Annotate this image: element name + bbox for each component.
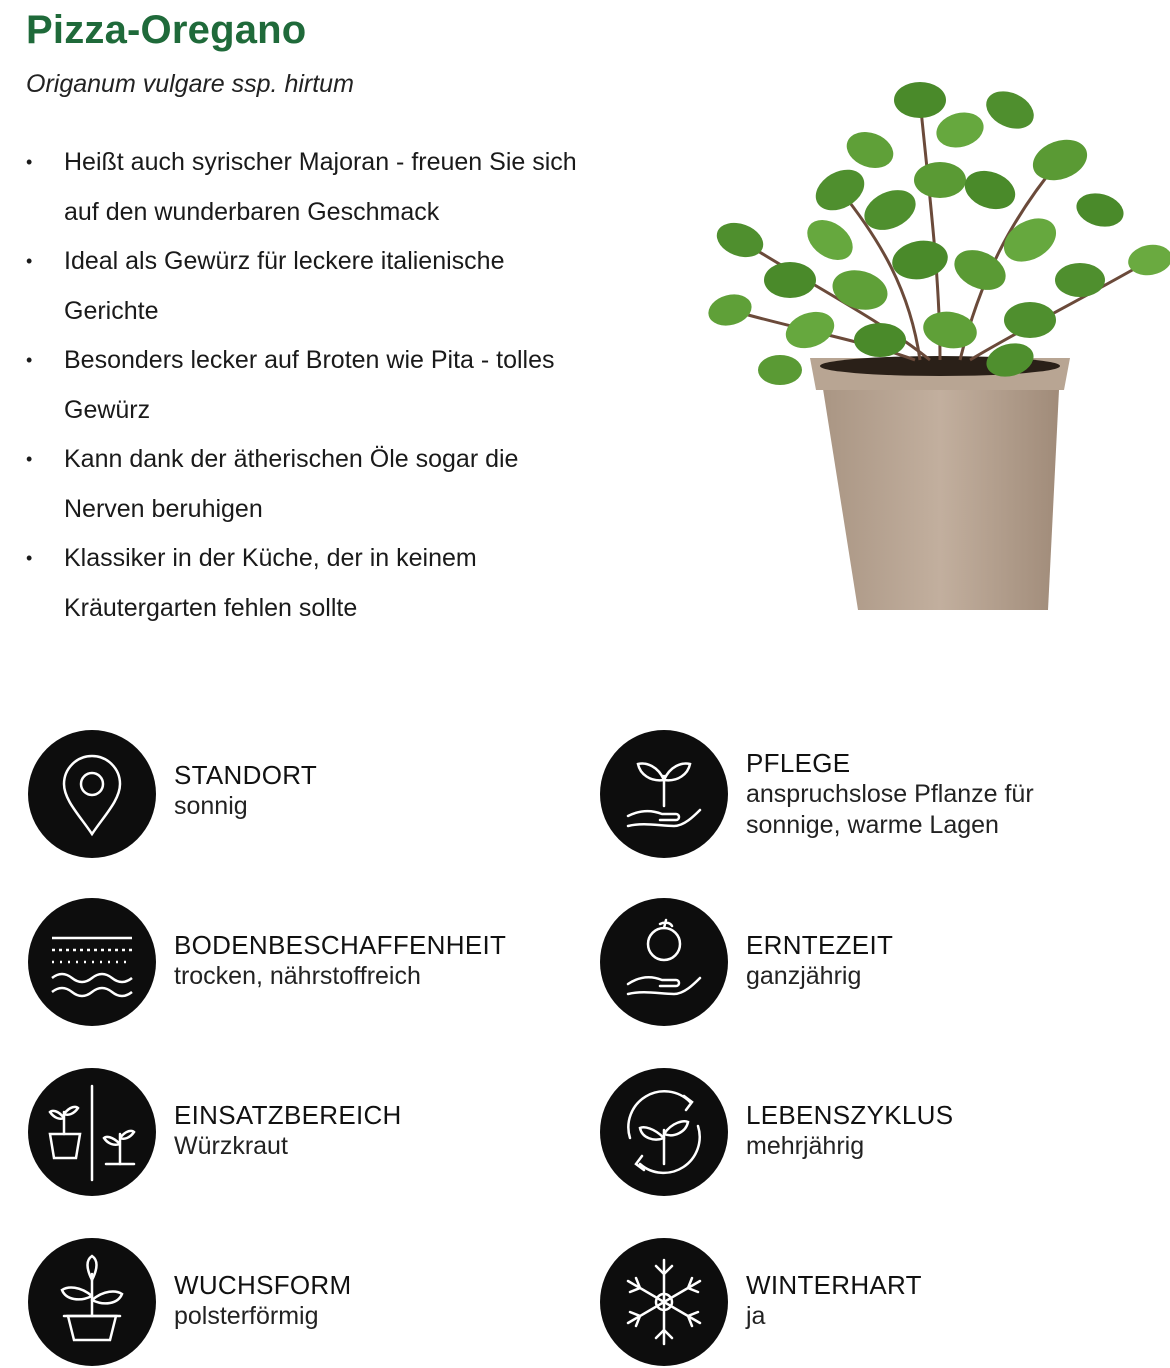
snowflake-icon bbox=[600, 1238, 728, 1366]
oregano-plant-image bbox=[680, 40, 1170, 630]
feature-value: Würzkraut bbox=[174, 1132, 288, 1160]
feature-label: ERNTEZEIT bbox=[746, 930, 894, 960]
feature-value: polsterförmig bbox=[174, 1302, 319, 1330]
feature-bullet-list bbox=[26, 138, 586, 633]
feature-value: ganzjährig bbox=[746, 962, 862, 990]
feature-label: LEBENSZYKLUS bbox=[746, 1100, 954, 1130]
feature-bodenbeschaffenheit bbox=[28, 898, 568, 1028]
list-item: • Besonders lecker auf Broten wie Pita - tolles Gewürz bbox=[26, 336, 586, 435]
feature-label: EINSATZBEREICH bbox=[174, 1100, 402, 1130]
feature-lebenszyklus bbox=[600, 1068, 1140, 1198]
feature-label: BODENBESCHAFFENHEIT bbox=[174, 930, 507, 960]
lifecycle-leaf-icon bbox=[600, 1068, 728, 1196]
feature-value: mehrjährig bbox=[746, 1132, 865, 1160]
feature-erntezeit bbox=[600, 898, 1140, 1028]
feature-value: trocken, nährstoffreich bbox=[174, 962, 421, 990]
feature-label: WINTERHART bbox=[746, 1270, 922, 1300]
list-item: • Klassiker in der Küche, der in keinem Kräutergarten fehlen sollte bbox=[26, 534, 586, 633]
feature-winterhart bbox=[600, 1238, 1140, 1368]
list-item: • Ideal als Gewürz für leckere italienische Gerichte bbox=[26, 237, 586, 336]
fruit-hand-icon bbox=[600, 898, 728, 1026]
feature-label: PFLEGE bbox=[746, 748, 851, 778]
location-pin-icon bbox=[28, 730, 156, 858]
list-item: • Kann dank der ätherischen Öle sogar die Nerven beruhigen bbox=[26, 435, 586, 534]
pot-and-bed-icon bbox=[28, 1068, 156, 1196]
product-latin-name: Origanum vulgare ssp. hirtum bbox=[26, 70, 354, 98]
potted-plant-icon bbox=[28, 1238, 156, 1366]
product-title: Pizza-Oregano bbox=[26, 8, 307, 52]
list-item: • Heißt auch syrischer Majoran - freuen Sie sich auf den wunderbaren Geschmack bbox=[26, 138, 586, 237]
feature-value: anspruchslose Pflanze für sonnige, warme Lagen bbox=[746, 780, 1034, 839]
feature-value: sonnig bbox=[174, 792, 248, 820]
feature-pflege bbox=[600, 730, 1160, 860]
feature-value: ja bbox=[746, 1302, 766, 1330]
soil-layers-icon bbox=[28, 898, 156, 1026]
feature-standort bbox=[28, 730, 568, 860]
feature-label: WUCHSFORM bbox=[174, 1270, 352, 1300]
feature-einsatzbereich bbox=[28, 1068, 568, 1198]
feature-wuchsform bbox=[28, 1238, 568, 1368]
seedling-hand-icon bbox=[600, 730, 728, 858]
feature-label: STANDORT bbox=[174, 760, 318, 790]
